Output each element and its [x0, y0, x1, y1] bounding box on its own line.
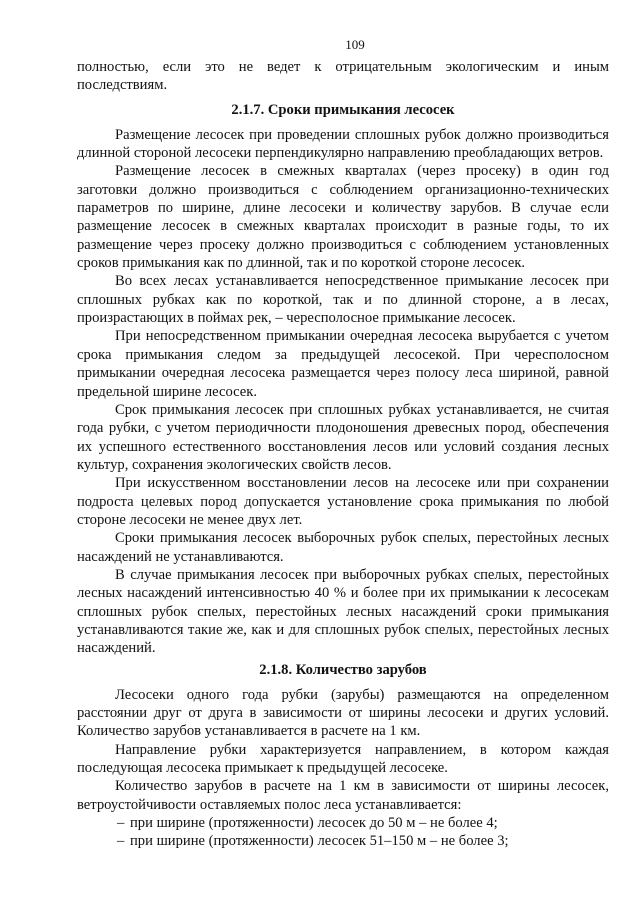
paragraph: При непосредственном примыкании очередная лесосека вырубается с учетом срока примыкания следом за предыдущей лесосекой. При чересполосном примыкании очередная лесосека размещается через полосу леса шириной, равной предельной ширине лесосек.: [77, 328, 609, 400]
list-item-text: при ширине (протяженности) лесосек 51–150 м – не более 3;: [130, 833, 509, 850]
paragraph: Количество зарубов в расчете на 1 км в зависимости от ширины лесосек, ветроустойчивости оставляемых полос леса устанавливается:: [77, 778, 609, 813]
paragraph: Во всех лесах устанавливается непосредственное примыкание лесосек при сплошных рубках как по короткой, так и по длинной стороне, а в лесах, произрастающих в поймах рек, – чересполосное примыкание лесосек.: [77, 273, 609, 327]
paragraph: Срок примыкания лесосек при сплошных рубках устанавливается, не считая года рубки, с учетом периодичности плодоношения древесных пород, обеспечения их успешного естественного восстановления лесов или условий создания лесных культур, сохранения экологических свойств лесов.: [77, 401, 609, 473]
dash-list: [77, 814, 609, 851]
paragraph: При искусственном восстановлении лесов на лесосеке или при сохранении подроста целевых пород допускается установление срока примыкания по любой стороне лесосеки не менее двух лет.: [77, 475, 609, 528]
paragraph: Направление рубки характеризуется направлением, в котором каждая последующая лесосека примыкает к предыдущей лесосеке.: [77, 741, 609, 777]
dash-bullet: –: [117, 833, 125, 850]
list-item: [77, 832, 609, 850]
list-item-text: при ширине (протяженности) лесосек до 50 м – не более 4;: [130, 815, 498, 832]
intro-paragraph: полностью, если это не ведет к отрицательным экологическим и иным последствиям.: [77, 59, 609, 94]
paragraph: В случае примыкания лесосек при выборочных рубках спелых, перестойных лесных насаждений интенсивностью 40 % и более при их примыкании к лесосекам сплошных рубок спелых, перестойных лесных насаждений сроки примыкания устанавливаются такие же, как и для сплошных рубок спелых, перестойных лесных насаждений.: [77, 566, 609, 657]
paragraph: Лесосеки одного года рубки (зарубы) размещаются на определенном расстоянии друг от друга в зависимости от ширины лесосеки и других условий. Количество зарубов устанавливается в расчете на 1 км.: [77, 686, 609, 740]
page-number: 109: [345, 37, 365, 52]
list-item: [77, 814, 609, 832]
document-page: [77, 32, 609, 851]
paragraph: Размещение лесосек при проведении сплошных рубок должно производиться длинной стороной лесосеки перпендикулярно направлению преобладающих ветров.: [77, 126, 609, 162]
section-heading-cutting-adjacency: 2.1.7. Сроки примыкания лесосек: [231, 101, 455, 118]
paragraph: Размещение лесосек в смежных кварталах (через просеку) в один год заготовки должно производиться с соблюдением организационно-технических параметров по ширине, длине лесосеки и количеству зарубов. В случае если размещение лесосек в смежных кварталах происходит в разные годы, то их размещение через просеку должно производиться с соблюдением установленных сроков примыкания как по длинной, так и по короткой стороне лесосек.: [77, 163, 609, 272]
section-heading-cut-count: 2.1.8. Количество зарубов: [259, 661, 427, 678]
dash-bullet: –: [117, 815, 125, 832]
paragraph: Сроки примыкания лесосек выборочных рубок спелых, перестойных лесных насаждений не устанавливаются.: [77, 530, 609, 565]
